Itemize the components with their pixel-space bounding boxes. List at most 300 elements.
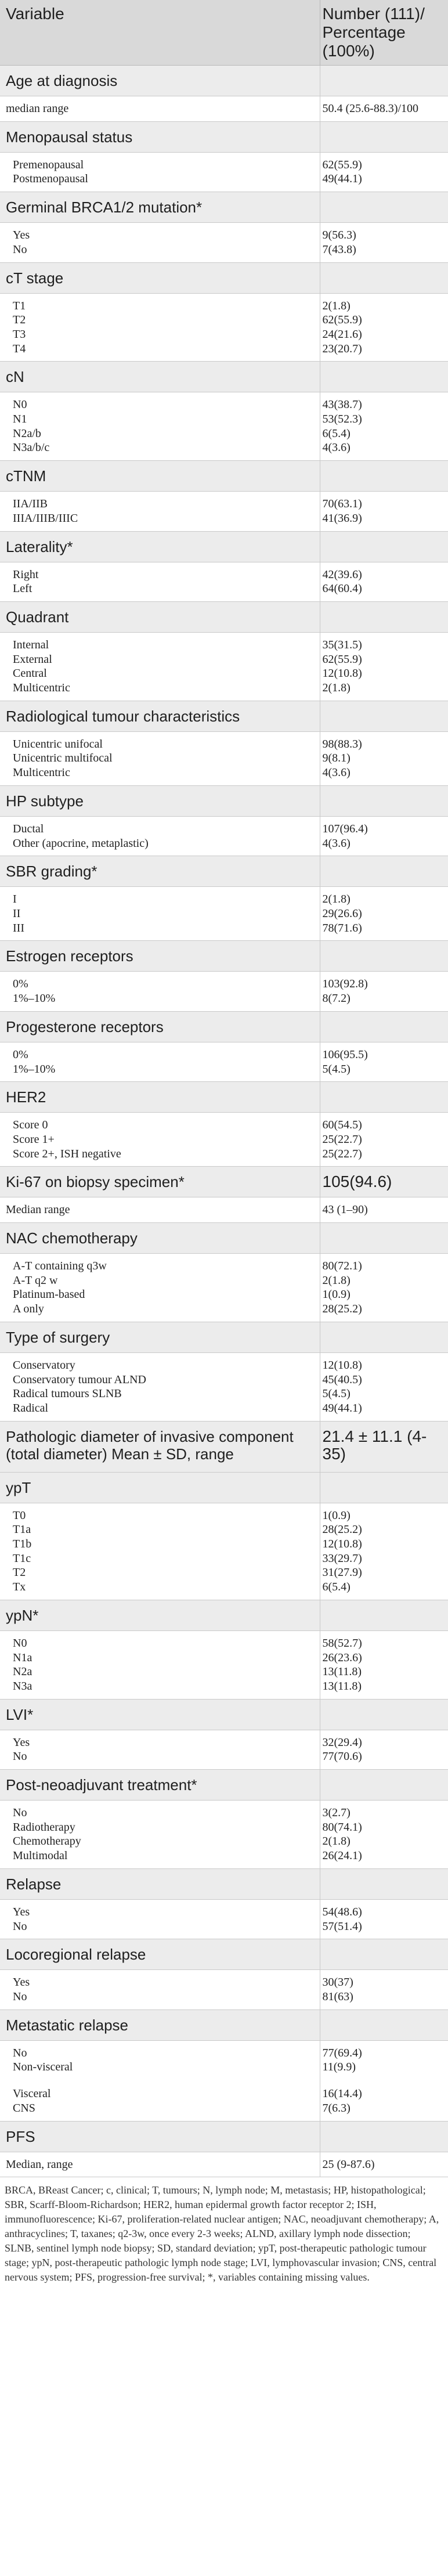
row-label: Radical [13, 1401, 49, 1415]
row-value: 41(36.9) [322, 511, 362, 525]
row-labels-cell [0, 2040, 320, 2080]
row-label: 0% [13, 1048, 28, 1061]
section-header-row [0, 1322, 448, 1352]
section-value [320, 1868, 448, 1899]
row-label: III [13, 921, 24, 935]
section-title: Type of surgery [0, 1322, 320, 1352]
row-values-cell [320, 632, 448, 701]
row-value: 25 (9-87.6) [322, 2158, 375, 2171]
row-label: A-T containing q3w [13, 1260, 107, 1273]
header-variable: Variable [0, 0, 320, 66]
row-values-cell [320, 1899, 448, 1939]
row-label: T4 [13, 342, 26, 355]
row-value: 2(1.8) [322, 299, 351, 312]
row-label: N3a/b/c [13, 441, 50, 454]
row-labels-cell [0, 1042, 320, 1081]
row-value: 13(11.8) [322, 1665, 362, 1679]
table-row-group [0, 1730, 448, 1769]
section-header-row [0, 1939, 448, 1970]
row-label: Score 0 [13, 1119, 48, 1132]
row-label: IIA/IIB [13, 497, 48, 511]
row-value: 62(55.9) [322, 313, 362, 327]
table-header-row [0, 0, 448, 66]
row-label: Platinum-based [13, 1288, 85, 1301]
row-value: 49(44.1) [322, 1401, 362, 1415]
row-values-cell [320, 293, 448, 362]
section-title: Germinal BRCA1/2 mutation* [0, 192, 320, 223]
row-value: 28(25.2) [322, 1303, 362, 1316]
row-value: 49(44.1) [322, 172, 362, 186]
row-values-cell [320, 1113, 448, 1167]
row-label: 0% [13, 977, 28, 991]
row-label: Conservatory [13, 1358, 75, 1372]
row-label: No [13, 1990, 27, 2003]
row-value: 77(69.4) [322, 2046, 362, 2059]
section-value [320, 941, 448, 972]
section-title: ypN* [0, 1600, 320, 1630]
table-row-group [0, 2040, 448, 2080]
section-value [320, 121, 448, 152]
table-row-group [0, 1254, 448, 1322]
table-row-group [0, 562, 448, 601]
row-label: Ductal [13, 822, 44, 835]
section-value [320, 262, 448, 293]
row-value: 12(10.8) [322, 1358, 362, 1372]
section-title: Metastatic relapse [0, 2009, 320, 2040]
row-value: 6(5.4) [322, 427, 351, 440]
row-label: Non-visceral [13, 2061, 73, 2074]
row-label: Radical tumours SLNB [13, 1387, 122, 1401]
row-value: 64(60.4) [322, 582, 362, 596]
section-header-row [0, 192, 448, 223]
row-label: T2 [13, 313, 26, 327]
section-value [320, 856, 448, 887]
table-row-group [0, 223, 448, 262]
row-values-cell [320, 731, 448, 785]
row-label: N3a [13, 1679, 32, 1693]
row-label: Visceral [13, 2087, 51, 2101]
row-value: 9(8.1) [322, 752, 351, 765]
section-value [320, 701, 448, 731]
row-label: N0 [13, 1636, 27, 1650]
section-value [320, 1322, 448, 1352]
section-title: cT stage [0, 262, 320, 293]
row-value: 4(3.6) [322, 441, 351, 454]
section-title: Menopausal status [0, 121, 320, 152]
row-value: 9(56.3) [322, 229, 356, 242]
row-label: Median range [6, 1203, 70, 1217]
section-title: ypT [0, 1472, 320, 1503]
row-labels-cell [0, 1899, 320, 1939]
table-row-group [0, 392, 448, 461]
row-value: 62(55.9) [322, 158, 362, 171]
section-header-row [0, 785, 448, 816]
row-values-cell [320, 2080, 448, 2121]
table-row-group [0, 1352, 448, 1421]
section-header-row [0, 1011, 448, 1042]
row-values-cell [320, 392, 448, 461]
row-value: 24(21.6) [322, 327, 362, 341]
row-value: 70(63.1) [322, 497, 362, 511]
row-values-cell [320, 972, 448, 1011]
row-labels-cell [0, 1113, 320, 1167]
table-row-group [0, 2080, 448, 2121]
row-value: 8(7.2) [322, 992, 351, 1005]
row-label: N1a [13, 1651, 32, 1664]
row-label: A-T q2 w [13, 1273, 58, 1287]
table-row-group [0, 2152, 448, 2177]
row-label: Other (apocrine, metaplastic) [13, 836, 149, 850]
row-value: 32(29.4) [322, 1736, 362, 1749]
row-value: 7(43.8) [322, 243, 356, 256]
row-label: median range [6, 102, 69, 115]
section-header-row [0, 362, 448, 392]
row-label: No [13, 1920, 27, 1933]
row-labels-cell [0, 1801, 320, 1869]
row-value: 28(25.2) [322, 1523, 362, 1536]
row-label: Yes [13, 1976, 30, 1989]
row-value: 12(10.8) [322, 1538, 362, 1551]
row-label: Multimodal [13, 1849, 68, 1863]
section-value: 21.4 ± 11.1 (4-35) [320, 1421, 448, 1472]
table-row-group [0, 972, 448, 1011]
row-label: N2a/b [13, 427, 41, 440]
section-header-row [0, 1472, 448, 1503]
section-value [320, 531, 448, 562]
row-labels-cell [0, 392, 320, 461]
section-header-row [0, 66, 448, 96]
section-header-row [0, 1082, 448, 1113]
row-labels-cell [0, 293, 320, 362]
row-label: External [13, 652, 52, 666]
section-value [320, 1770, 448, 1801]
section-header-row [0, 461, 448, 492]
row-values-cell [320, 492, 448, 531]
table-row-group [0, 1899, 448, 1939]
row-labels-cell [0, 2152, 320, 2177]
row-value: 106(95.5) [322, 1048, 368, 1061]
section-title: HP subtype [0, 785, 320, 816]
section-value [320, 1082, 448, 1113]
section-header-row [0, 1223, 448, 1254]
row-values-cell [320, 1970, 448, 2009]
section-title: HER2 [0, 1082, 320, 1113]
section-value [320, 785, 448, 816]
row-value: 60(54.5) [322, 1119, 362, 1132]
section-header-row [0, 1421, 448, 1472]
row-label: 1%–10% [13, 992, 56, 1005]
row-values-cell [320, 152, 448, 192]
section-header-row [0, 1699, 448, 1730]
table-row-group [0, 1113, 448, 1167]
row-value: 1(0.9) [322, 1288, 351, 1301]
row-labels-cell [0, 492, 320, 531]
row-value: 30(37) [322, 1976, 353, 1989]
row-label: T0 [13, 1509, 26, 1522]
section-title: Laterality* [0, 531, 320, 562]
row-labels-cell [0, 1630, 320, 1699]
row-label: No [13, 2046, 27, 2059]
row-value: 2(1.8) [322, 681, 351, 695]
section-value [320, 66, 448, 96]
row-labels-cell [0, 1197, 320, 1223]
section-title: Age at diagnosis [0, 66, 320, 96]
row-values-cell [320, 2040, 448, 2080]
section-header-row [0, 2121, 448, 2152]
table-footnote: BRCA, BReast Cancer; c, clinical; T, tumours; N, lymph node; M, metastasis; HP, histopathological; SBR, Scarff-Bloom-Richardson; HER2, human epidermal growth factor receptor 2; ISH, immunofluorescence; Ki-67, proliferation-related nuclear antigen; NAC, neoadjuvant chemotherapy; A, anthracyclines; T, taxanes; q2-3w, once every 2-3 weeks; ALND, axillary lymph node dissection; SLNB, sentinel lymph node biopsy; SD, standard deviation; ypT, post-therapeutic pathologic tumour stage; ypN, post-therapeutic pathologic lymph node stage; LVI, lymphovascular invasion; CNS, central nervous system; PFS, progression-free survival; *, variables containing missing values. [0, 2177, 448, 2285]
row-value: 107(96.4) [322, 822, 368, 835]
row-value: 4(3.6) [322, 836, 351, 850]
section-header-row [0, 262, 448, 293]
row-label: Unicentric multifocal [13, 752, 113, 765]
row-values-cell [320, 1630, 448, 1699]
row-label: No [13, 1750, 27, 1763]
row-value: 1(0.9) [322, 1509, 351, 1522]
row-label: T1a [13, 1523, 31, 1536]
section-header-row [0, 1600, 448, 1630]
section-title: NAC chemotherapy [0, 1223, 320, 1254]
row-label: T2 [13, 1566, 26, 1579]
row-value: 77(70.6) [322, 1750, 362, 1763]
row-labels-cell [0, 1254, 320, 1322]
row-value: 2(1.8) [322, 1835, 351, 1848]
row-label: T1c [13, 1552, 31, 1565]
table-row-group [0, 1801, 448, 1869]
row-values-cell [320, 1042, 448, 1081]
section-value [320, 1011, 448, 1042]
table-row-group [0, 1042, 448, 1081]
row-label: Tx [13, 1581, 26, 1594]
row-label: Median, range [6, 2158, 73, 2171]
row-label: A only [13, 1303, 44, 1316]
row-label: Left [13, 582, 32, 596]
row-values-cell [320, 816, 448, 856]
row-values-cell [320, 1730, 448, 1769]
row-labels-cell [0, 731, 320, 785]
section-value [320, 2009, 448, 2040]
row-values-cell [320, 1197, 448, 1223]
header-number-percentage: Number (111)/ Percentage (100%) [320, 0, 448, 66]
row-value: 5(4.5) [322, 1387, 351, 1401]
row-value: 35(31.5) [322, 638, 362, 651]
section-value [320, 601, 448, 632]
section-value [320, 2121, 448, 2152]
row-label: 1%–10% [13, 1062, 56, 1076]
row-value: 80(72.1) [322, 1260, 362, 1273]
row-value: 50.4 (25.6-88.3)/100 [322, 102, 419, 115]
row-value: 33(29.7) [322, 1552, 362, 1565]
table-row-group [0, 1197, 448, 1223]
section-header-row [0, 2009, 448, 2040]
section-value [320, 1223, 448, 1254]
row-label: N2a [13, 1665, 32, 1679]
row-labels-cell [0, 1970, 320, 2009]
section-title: Progesterone receptors [0, 1011, 320, 1042]
row-label: No [13, 243, 27, 256]
table-row-group [0, 887, 448, 941]
row-value: 26(24.1) [322, 1849, 362, 1863]
section-value [320, 192, 448, 223]
row-value: 42(39.6) [322, 568, 362, 581]
row-label: Central [13, 667, 47, 680]
section-title: SBR grading* [0, 856, 320, 887]
row-label: Yes [13, 1905, 30, 1918]
section-header-row [0, 941, 448, 972]
row-value: 81(63) [322, 1990, 353, 2003]
row-labels-cell [0, 152, 320, 192]
row-labels-cell [0, 1730, 320, 1769]
section-title: Quadrant [0, 601, 320, 632]
row-value: 25(22.7) [322, 1147, 362, 1160]
row-label: T1b [13, 1538, 32, 1551]
row-values-cell [320, 1503, 448, 1600]
section-title: LVI* [0, 1699, 320, 1730]
table-row-group [0, 1503, 448, 1600]
row-value: 25(22.7) [322, 1132, 362, 1146]
row-values-cell [320, 223, 448, 262]
row-value: 45(40.5) [322, 1373, 362, 1386]
row-values-cell [320, 1801, 448, 1869]
section-header-row [0, 856, 448, 887]
row-label: CNS [13, 2101, 35, 2115]
row-value: 43 (1–90) [322, 1203, 368, 1217]
row-value: 12(10.8) [322, 667, 362, 680]
row-values-cell [320, 562, 448, 601]
row-label: Multicentric [13, 766, 70, 780]
section-header-row [0, 1770, 448, 1801]
row-values-cell [320, 1352, 448, 1421]
row-value: 98(88.3) [322, 737, 362, 751]
table-row-group [0, 152, 448, 192]
row-value: 23(20.7) [322, 342, 362, 355]
section-value [320, 1939, 448, 1970]
row-labels-cell [0, 1503, 320, 1600]
section-header-row [0, 601, 448, 632]
section-title: Pathologic diameter of invasive component (total diameter) Mean ± SD, range [0, 1421, 320, 1472]
row-labels-cell [0, 562, 320, 601]
row-value: 103(92.8) [322, 977, 368, 991]
section-title: Relapse [0, 1868, 320, 1899]
section-title: Ki-67 on biopsy specimen* [0, 1167, 320, 1197]
table-row-group [0, 96, 448, 122]
table-row-group [0, 632, 448, 701]
row-label: Multicentric [13, 681, 70, 695]
row-value: 57(51.4) [322, 1920, 362, 1933]
section-header-row [0, 1868, 448, 1899]
row-values-cell [320, 2152, 448, 2177]
row-value: 53(52.3) [322, 413, 362, 426]
row-label: I [13, 893, 17, 906]
row-label: N1 [13, 413, 27, 426]
section-title: cTNM [0, 461, 320, 492]
row-label: Radiotherapy [13, 1820, 75, 1834]
row-labels-cell [0, 2080, 320, 2121]
row-labels-cell [0, 816, 320, 856]
table-row-group [0, 1630, 448, 1699]
table-row-group [0, 1970, 448, 2009]
row-labels-cell [0, 96, 320, 122]
section-header-row [0, 121, 448, 152]
section-value [320, 1699, 448, 1730]
row-label: Chemotherapy [13, 1835, 81, 1848]
row-value: 13(11.8) [322, 1679, 362, 1693]
row-label: Premenopausal [13, 158, 84, 171]
row-values-cell [320, 1254, 448, 1322]
row-value: 11(9.9) [322, 2061, 356, 2074]
row-values-cell [320, 887, 448, 941]
row-label: II [13, 907, 21, 920]
row-label: Score 1+ [13, 1132, 55, 1146]
row-value: 5(4.5) [322, 1062, 351, 1076]
section-value [320, 1600, 448, 1630]
section-value: 105(94.6) [320, 1167, 448, 1197]
row-values-cell [320, 96, 448, 122]
section-value [320, 461, 448, 492]
section-value [320, 1472, 448, 1503]
row-labels-cell [0, 887, 320, 941]
row-label: IIIA/IIIB/IIIC [13, 511, 78, 525]
table-body [0, 66, 448, 2177]
row-value: 2(1.8) [322, 893, 351, 906]
row-label: Score 2+, ISH negative [13, 1147, 121, 1160]
row-value: 31(27.9) [322, 1566, 362, 1579]
section-title: Post-neoadjuvant treatment* [0, 1770, 320, 1801]
row-value: 29(26.6) [322, 907, 362, 920]
section-title: cN [0, 362, 320, 392]
row-value: 58(52.7) [322, 1636, 362, 1650]
row-value: 2(1.8) [322, 1273, 351, 1287]
section-value [320, 362, 448, 392]
row-value: 4(3.6) [322, 766, 351, 780]
row-label: T1 [13, 299, 26, 312]
row-label: N0 [13, 398, 27, 412]
section-header-row [0, 1167, 448, 1197]
section-header-row [0, 531, 448, 562]
row-value: 62(55.9) [322, 652, 362, 666]
section-title: Estrogen receptors [0, 941, 320, 972]
row-label: Yes [13, 1736, 30, 1749]
section-title: Radiological tumour characteristics [0, 701, 320, 731]
row-labels-cell [0, 632, 320, 701]
row-value: 3(2.7) [322, 1806, 351, 1820]
row-value: 16(14.4) [322, 2087, 362, 2101]
table-row-group [0, 731, 448, 785]
row-value: 80(74.1) [322, 1820, 362, 1834]
section-title: PFS [0, 2121, 320, 2152]
row-label: Conservatory tumour ALND [13, 1373, 146, 1386]
row-label: Yes [13, 229, 30, 242]
table-row-group [0, 816, 448, 856]
row-labels-cell [0, 223, 320, 262]
section-title: Locoregional relapse [0, 1939, 320, 1970]
row-value: 54(48.6) [322, 1905, 362, 1918]
row-label: T3 [13, 327, 26, 341]
row-value: 43(38.7) [322, 398, 362, 412]
row-label: Right [13, 568, 39, 581]
row-value: 7(6.3) [322, 2101, 351, 2115]
section-header-row [0, 701, 448, 731]
table-row-group [0, 492, 448, 531]
row-labels-cell [0, 1352, 320, 1421]
row-label: Unicentric unifocal [13, 737, 103, 751]
row-label: Internal [13, 638, 49, 651]
row-value: 78(71.6) [322, 921, 362, 935]
table-row-group [0, 293, 448, 362]
row-labels-cell [0, 972, 320, 1011]
row-label: No [13, 1806, 27, 1820]
row-value: 6(5.4) [322, 1581, 351, 1594]
row-label: Postmenopausal [13, 172, 88, 186]
